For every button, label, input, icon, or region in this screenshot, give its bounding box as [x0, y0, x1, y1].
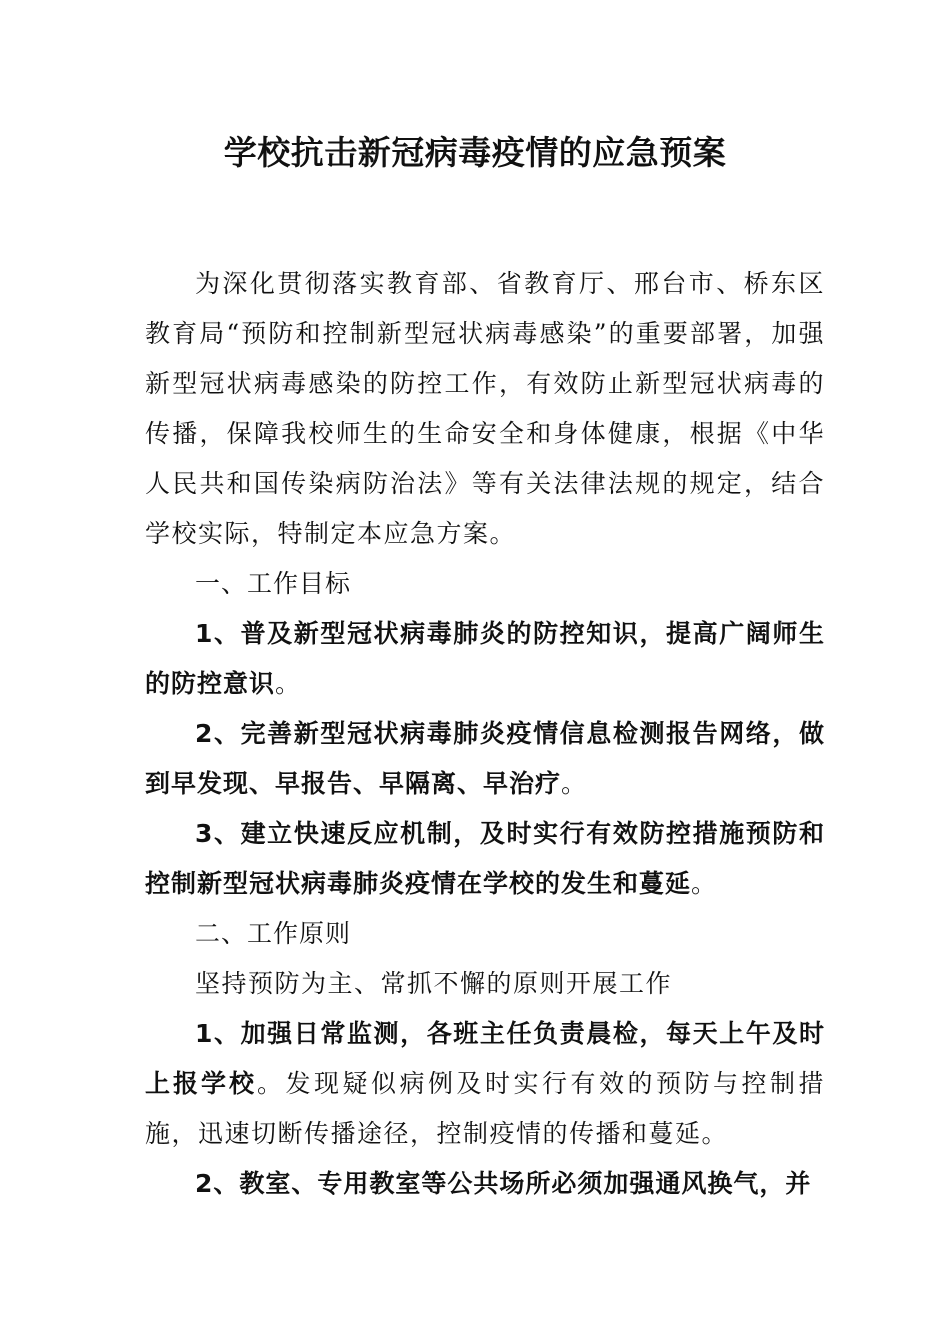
section-heading-goals: 一、工作目标 [195, 569, 352, 598]
intro-paragraph: 为深化贯彻落实教育部、省教育厅、邢台市、桥东区教育局“预防和控制新型冠状病毒感染”的重要部署，加强新型冠状病毒感染的防控工作，有效防止新型冠状病毒的传播，保障我校师生的生命安全和身体健康，根据《中华人民共和国传染病防治法》等有关法律法规的规定，结合学校实际，特制定本应急方案。 [145, 269, 825, 548]
goal-item-2-rest: 。 [561, 769, 588, 798]
document-body [145, 259, 825, 1209]
goal-item-3-rest: 。 [691, 869, 718, 898]
goal-item-3-bold: 3、建立快速反应机制，及时实行有效防控措施预防和控制新型冠状病毒肺炎疫情在学校的发生和蔓延 [145, 819, 825, 898]
principle-paragraph: 坚持预防为主、常抓不懈的原则开展工作 [195, 969, 673, 998]
principle-item-1-rest: 。发现疑似病例及时实行有效的预防与控制措施，迅速切断传播途径，控制疫情的传播和蔓延。 [145, 1069, 825, 1148]
goal-item-1 [145, 609, 825, 709]
principle-item-1 [145, 1009, 825, 1159]
section-heading-principles: 二、工作原则 [195, 919, 352, 948]
goal-item-3 [145, 809, 825, 909]
goal-item-2-bold: 2、完善新型冠状病毒肺炎疫情信息检测报告网络，做到早发现、早报告、早隔离、早治疗 [145, 719, 825, 798]
principle-item-1-bold: 1、加强日常监测，各班主任负责晨检，每天上午及时上报学校 [145, 1019, 825, 1098]
goal-item-1-rest: 。 [275, 669, 302, 698]
principle-item-2 [145, 1159, 825, 1209]
principle-item-2-bold: 2、教室、专用教室等公共场所必须加强通风换气，并 [195, 1169, 812, 1198]
document-title: 学校抗击新冠病毒疫情的应急预案 [223, 133, 727, 172]
goal-item-1-bold: 1、普及新型冠状病毒肺炎的防控知识，提高广阔师生的防控意识 [145, 619, 825, 698]
goal-item-2 [145, 709, 825, 809]
